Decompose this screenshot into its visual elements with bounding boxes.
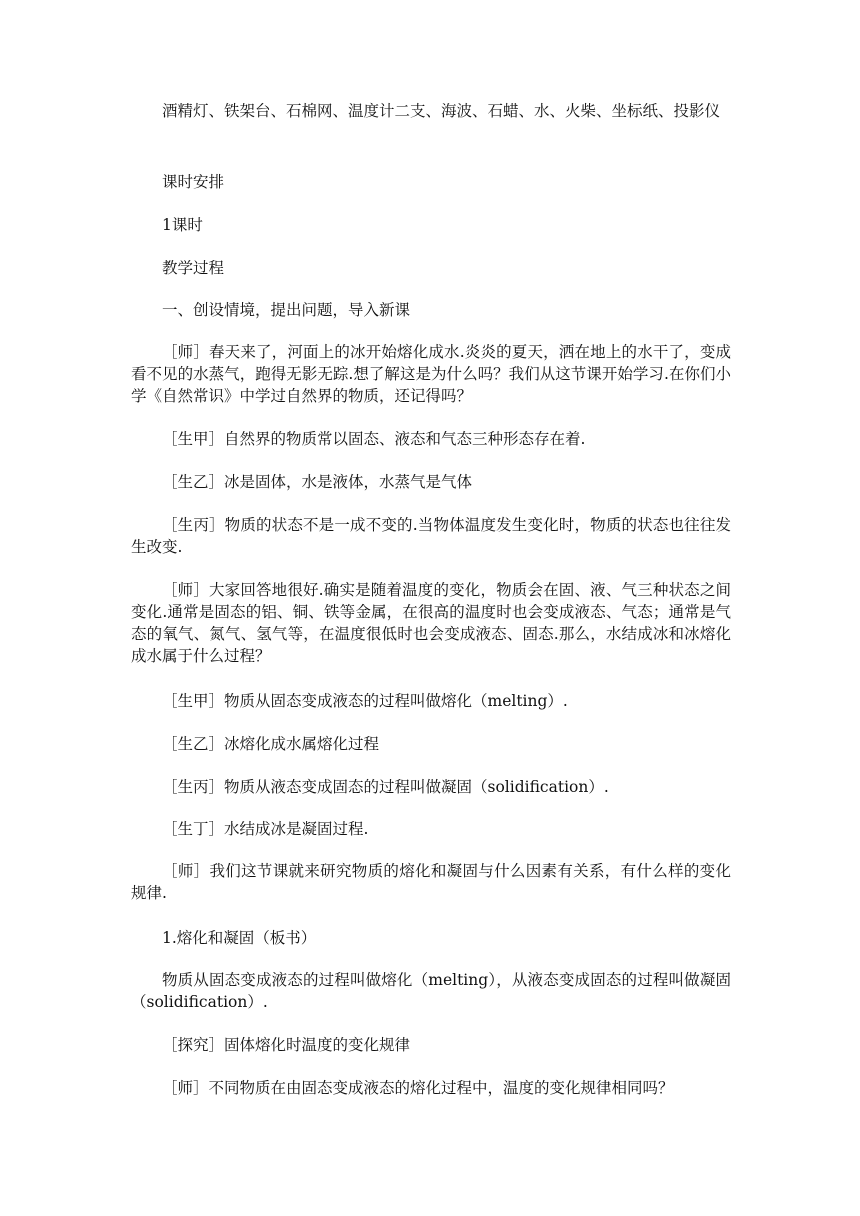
student-a-dialogue-paragraph: ［生甲］物质从固态变成液态的过程叫做熔化（melting）. xyxy=(162,692,568,710)
student-b-dialogue-paragraph: ［生乙］冰熔化成水属熔化过程 xyxy=(162,735,380,753)
section-heading-introduction: 一、创设情境，提出问题，导入新课 xyxy=(162,301,411,319)
teaching-process-heading: 教学过程 xyxy=(162,259,225,277)
materials-list-paragraph: 酒精灯、铁架台、石棉网、温度计二支、海波、石蜡、水、火柴、坐标纸、投影仪 xyxy=(162,102,721,120)
student-d-dialogue-paragraph: ［生丁］水结成冰是凝固过程. xyxy=(162,820,369,838)
teacher-dialogue-paragraph: ［师］大家回答地很好.确实是随着温度的变化，物质会在固、液、气三种状态之间变化.通常是固态的铝、铜、铁等金属，在很高的温度时也会变成液态、气态；通常是气态的氧气、氮气、氢气等，在温度很低时也会变成液态、固态.那么，水结成冰和冰熔化成水属于什么过程？ xyxy=(131,581,731,665)
teacher-dialogue-paragraph: ［师］春天来了，河面上的冰开始熔化成水.炎炎的夏天，洒在地上的水干了，变成看不见的水蒸气，跑得无影无踪.想了解这是为什么吗？我们从这节课开始学习.在你们小学《自然常识》中学过自然界的物质，还记得吗？ xyxy=(131,343,731,405)
teacher-question-paragraph: ［师］不同物质在由固态变成液态的熔化过程中，温度的变化规律相同吗？ xyxy=(162,1079,674,1097)
student-b-dialogue-paragraph: ［生乙］冰是固体，水是液体，水蒸气是气体 xyxy=(162,473,473,491)
inquiry-heading: ［探究］固体熔化时温度的变化规律 xyxy=(162,1036,411,1054)
lesson-schedule-heading: 课时安排 xyxy=(162,173,225,191)
student-c-dialogue-paragraph: ［生丙］物质的状态不是一成不变的.当物体温度发生变化时，物质的状态也往往发生改变. xyxy=(131,516,731,556)
section-heading-melting-solidification: 1.熔化和凝固（板书） xyxy=(162,929,317,947)
student-a-dialogue-paragraph: ［生甲］自然界的物质常以固态、液态和气态三种形态存在着. xyxy=(162,430,586,448)
definition-paragraph: 物质从固态变成液态的过程叫做熔化（melting），从液态变成固态的过程叫做凝固（solidification）. xyxy=(131,971,731,1011)
lesson-duration-text: 1课时 xyxy=(162,216,203,234)
student-c-dialogue-paragraph: ［生丙］物质从液态变成固态的过程叫做凝固（solidification）. xyxy=(162,778,609,796)
teacher-dialogue-paragraph: ［师］我们这节课就来研究物质的熔化和凝固与什么因素有关系，有什么样的变化规律. xyxy=(131,862,731,902)
